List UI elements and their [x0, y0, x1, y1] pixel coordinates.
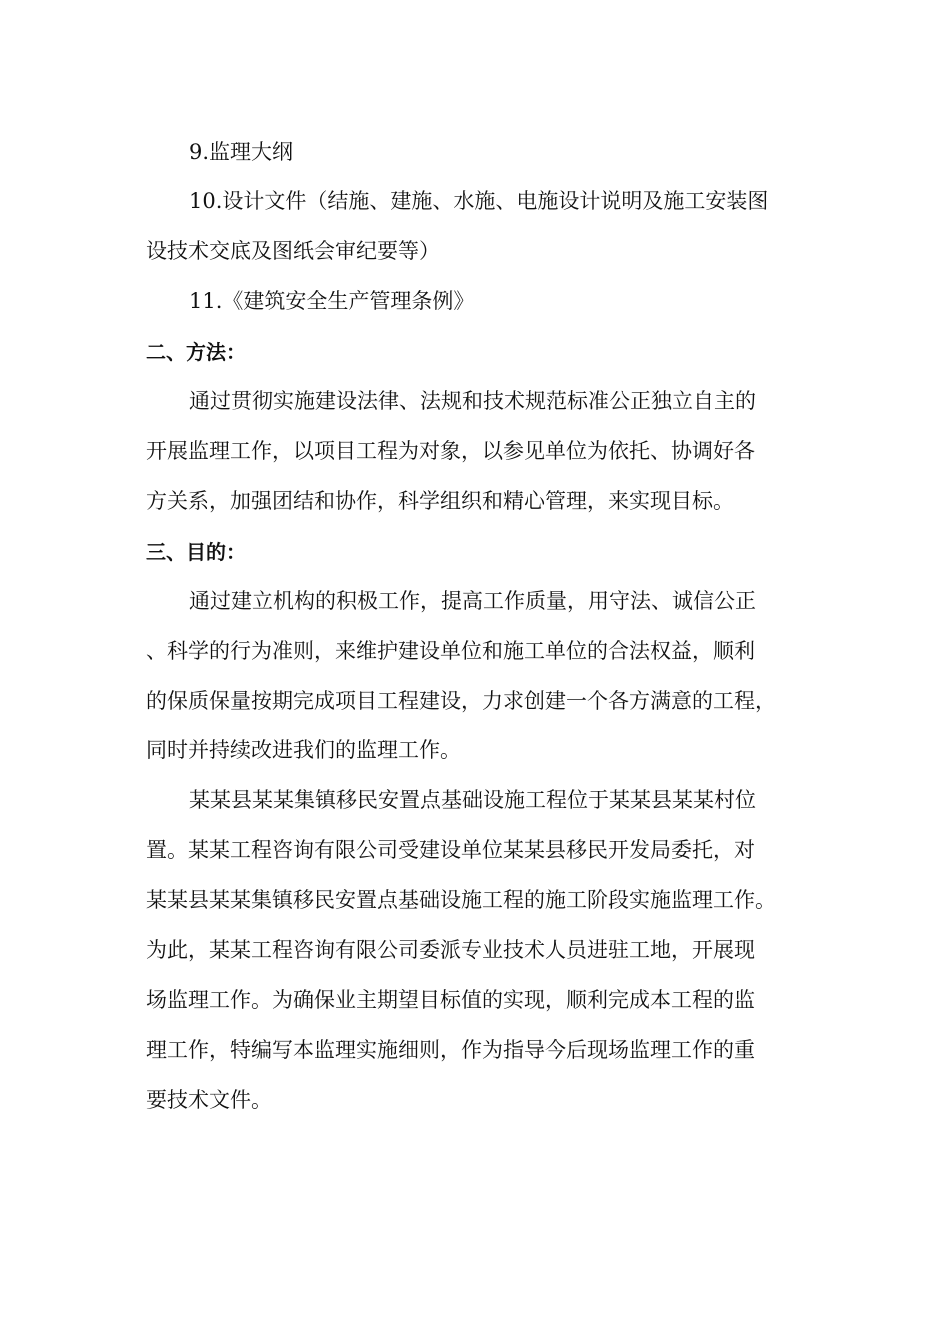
- section-heading-purpose: 三、目的：: [146, 540, 246, 564]
- method-paragraph-line: 开展监理工作，以项目工程为对象，以参见单位为依托、协调好各: [146, 439, 755, 463]
- purpose-paragraph-line: 同时并持续改进我们的监理工作。: [146, 738, 461, 762]
- project-paragraph-line: 某某县某某集镇移民安置点基础设施工程位于某某县某某村位: [189, 788, 756, 812]
- project-paragraph-line: 置。某某工程咨询有限公司受建设单位某某县移民开发局委托，对: [146, 838, 755, 862]
- purpose-paragraph-line: 通过建立机构的积极工作，提高工作质量，用守法、诚信公正: [189, 589, 756, 613]
- purpose-paragraph-line: 的保质保量按期完成项目工程建设，力求创建一个各方满意的工程，: [146, 689, 776, 713]
- list-item-11: 11.《建筑安全生产管理条例》: [189, 289, 475, 313]
- project-paragraph-line: 某某县某某集镇移民安置点基础设施工程的施工阶段实施监理工作。: [146, 888, 776, 912]
- purpose-paragraph-line: 、科学的行为准则，来维护建设单位和施工单位的合法权益，顺利: [146, 639, 755, 663]
- section-heading-method: 二、方法：: [146, 340, 246, 364]
- project-paragraph-line: 要技术文件。: [146, 1088, 272, 1112]
- method-paragraph-line: 通过贯彻实施建设法律、法规和技术规范标准公正独立自主的: [189, 389, 756, 413]
- method-paragraph-line: 方关系，加强团结和协作，科学组织和精心管理，来实现目标。: [146, 489, 734, 513]
- list-item-10-line-2: 设技术交底及图纸会审纪要等）: [146, 239, 440, 263]
- list-item-10-line-1: 10.设计文件（结施、建施、水施、电施设计说明及施工安装图: [189, 189, 769, 213]
- project-paragraph-line: 理工作，特编写本监理实施细则，作为指导今后现场监理工作的重: [146, 1038, 755, 1062]
- project-paragraph-line: 为此，某某工程咨询有限公司委派专业技术人员进驻工地，开展现: [146, 938, 755, 962]
- list-item-9: 9.监理大纲: [189, 140, 294, 164]
- project-paragraph-line: 场监理工作。为确保业主期望目标值的实现，顺利完成本工程的监: [146, 988, 755, 1012]
